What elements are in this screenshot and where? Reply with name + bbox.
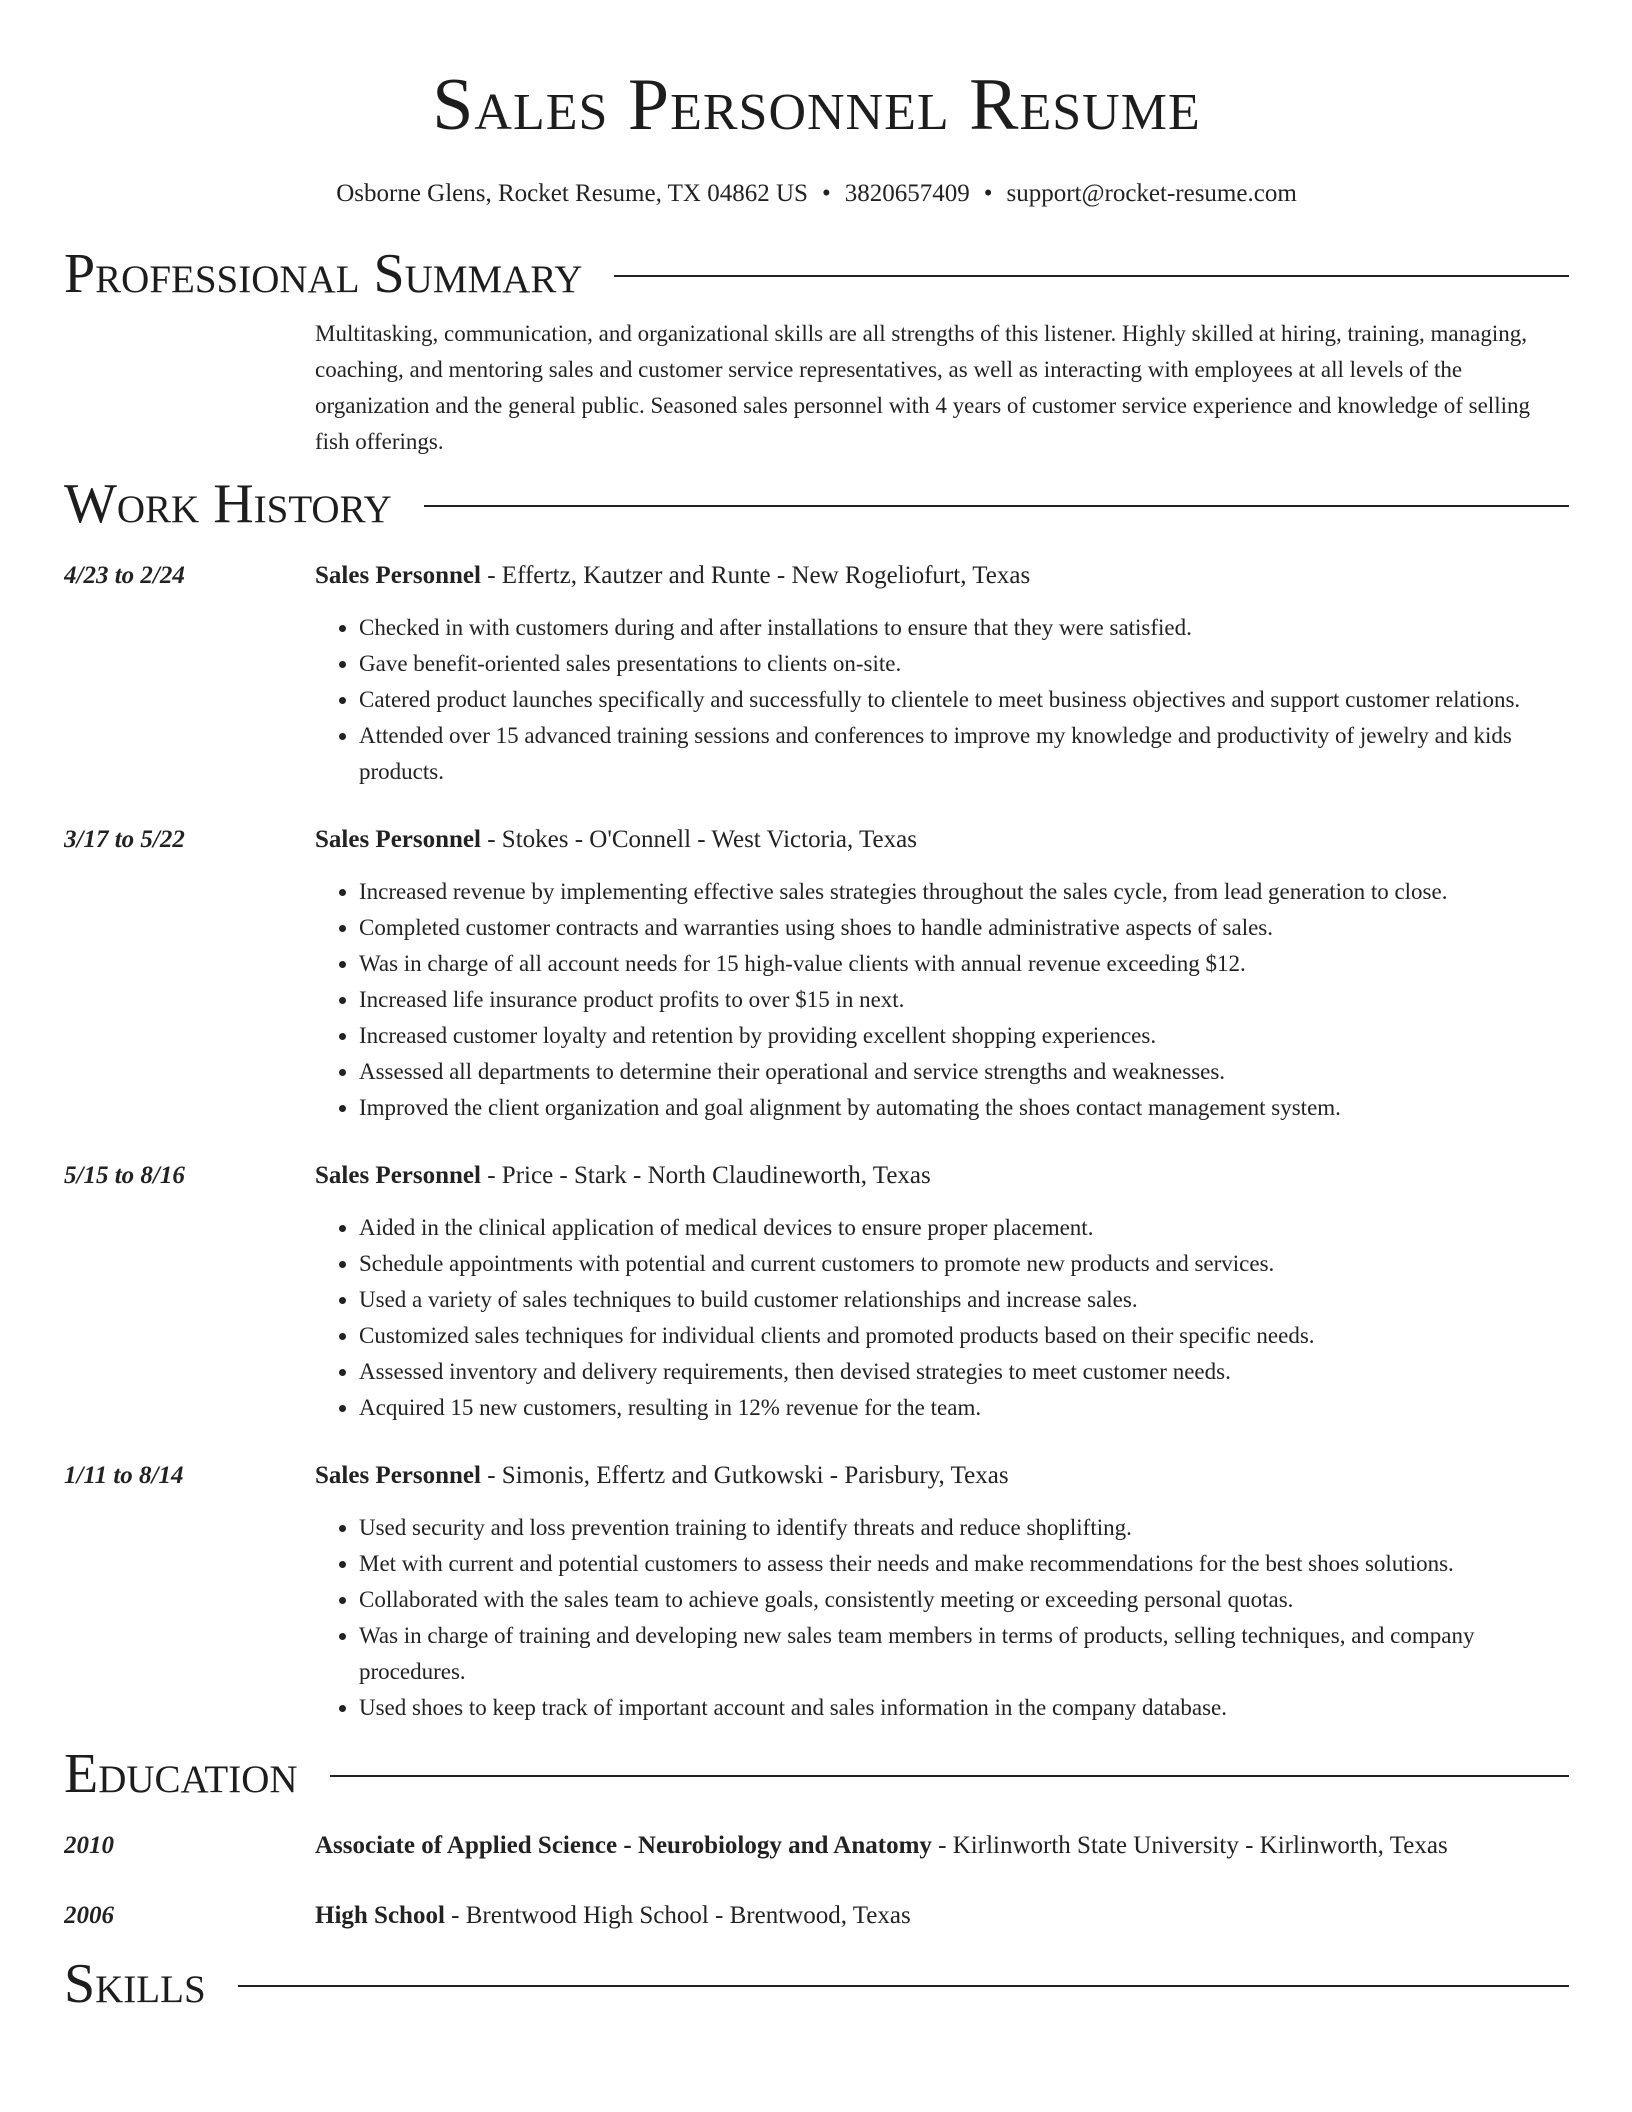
- education-body: [315, 1830, 1569, 1862]
- job-entry: [64, 1460, 1569, 1726]
- section-title-skills: Skills: [64, 1953, 206, 2015]
- education-body: [315, 1900, 1569, 1932]
- contact-address: Osborne Glens, Rocket Resume, TX 04862 US: [336, 180, 808, 207]
- job-dates: 1/11 to 8/14: [64, 1462, 184, 1489]
- list-item: • Attended over 15 advanced training sessions and conferences to improve my knowledge and productivity of jewelry and kids products.: [359, 718, 1569, 790]
- education-title-line: [315, 1830, 1569, 1862]
- job-entry: [64, 1160, 1569, 1426]
- section-header-work: [64, 472, 1569, 536]
- education-details: - Brentwood High School - Brentwood, Texas: [444, 1902, 911, 1929]
- contact-separator: •: [983, 180, 993, 207]
- list-item: • Catered product launches specifically and successfully to clientele to meet business objectives and support customer relations.: [359, 682, 1569, 718]
- section-header-summary: [64, 242, 1569, 306]
- list-item: • Acquired 15 new customers, resulting in 12% revenue for the team.: [359, 1390, 1569, 1426]
- list-item: • Increased customer loyalty and retention by providing excellent shopping experiences.: [359, 1018, 1569, 1054]
- job-details: - Simonis, Effertz and Gutkowski - Parisbury, Texas: [480, 1462, 1009, 1489]
- list-item: • Assessed inventory and delivery requirements, then devised strategies to meet customer needs.: [359, 1354, 1569, 1390]
- job-title-line: [315, 1460, 1569, 1492]
- job-dates: 5/15 to 8/16: [64, 1162, 185, 1189]
- section-header-skills: [64, 1952, 1569, 2016]
- education-year: 2010: [64, 1832, 114, 1859]
- list-item: • Used a variety of sales techniques to build customer relationships and increase sales.: [359, 1282, 1569, 1318]
- job-bullets: [315, 610, 1569, 790]
- section-title-work: Work History: [64, 473, 392, 535]
- job-body: [315, 1160, 1569, 1426]
- contact-line: [64, 178, 1569, 210]
- contact-phone: 3820657409: [844, 180, 970, 207]
- job-role: Sales Personnel: [315, 826, 481, 853]
- job-details: - Stokes - O'Connell - West Victoria, Texas: [480, 826, 917, 853]
- list-item: • Improved the client organization and goal alignment by automating the shoes contact management system.: [359, 1090, 1569, 1126]
- job-entry: [64, 560, 1569, 790]
- job-bullets: [315, 1510, 1569, 1726]
- summary-text: Multitasking, communication, and organizational skills are all strengths of this listener. Highly skilled at hiring, training, managing, coaching, and mentoring sales and customer service representatives, as well as interacting with employees at all levels of the organization and the general public. Seasoned sales personnel with 4 years of customer service experience and knowledge of selling fish offerings.: [315, 321, 1530, 454]
- list-item: • Schedule appointments with potential and current customers to promote new products and services.: [359, 1246, 1569, 1282]
- section-title-education: Education: [64, 1743, 298, 1805]
- contact-separator: •: [821, 180, 831, 207]
- list-item: • Used shoes to keep track of important account and sales information in the company database.: [359, 1690, 1569, 1726]
- list-item: • Increased revenue by implementing effective sales strategies throughout the sales cycle, from lead generation to close.: [359, 874, 1569, 910]
- job-details: - Price - Stark - North Claudineworth, Texas: [480, 1162, 931, 1189]
- education-details: - Kirlinworth State University - Kirlinworth, Texas: [931, 1832, 1448, 1859]
- education-title-line: [315, 1900, 1569, 1932]
- job-dates: 3/17 to 5/22: [64, 826, 185, 853]
- list-item: • Was in charge of all account needs for 15 high-value clients with annual revenue exceeding $12.: [359, 946, 1569, 982]
- list-item: • Gave benefit-oriented sales presentations to clients on-site.: [359, 646, 1569, 682]
- list-item: • Aided in the clinical application of medical devices to ensure proper placement.: [359, 1210, 1569, 1246]
- section-divider: [614, 275, 1569, 277]
- job-body: [315, 560, 1569, 790]
- contact-email: support@rocket-resume.com: [1006, 180, 1297, 207]
- education-entry: [64, 1830, 1569, 1862]
- list-item: • Collaborated with the sales team to achieve goals, consistently meeting or exceeding personal quotas.: [359, 1582, 1569, 1618]
- job-title-line: [315, 1160, 1569, 1192]
- job-title-line: [315, 824, 1569, 856]
- resume-title: Sales Personnel Resume: [432, 64, 1201, 146]
- list-item: • Met with current and potential customers to assess their needs and make recommendations for the best shoes solutions.: [359, 1546, 1569, 1582]
- list-item: • Used security and loss prevention training to identify threats and reduce shoplifting.: [359, 1510, 1569, 1546]
- list-item: • Customized sales techniques for individual clients and promoted products based on their specific needs.: [359, 1318, 1569, 1354]
- job-entry: [64, 824, 1569, 1126]
- section-divider: [424, 505, 1569, 507]
- list-item: • Checked in with customers during and after installations to ensure that they were satisfied.: [359, 610, 1569, 646]
- education-degree: Associate of Applied Science - Neurobiology and Anatomy: [315, 1832, 932, 1859]
- section-divider: [238, 1985, 1569, 1987]
- section-divider: [330, 1775, 1569, 1777]
- job-role: Sales Personnel: [315, 1462, 481, 1489]
- list-item: • Completed customer contracts and warranties using shoes to handle administrative aspects of sales.: [359, 910, 1569, 946]
- job-details: - Effertz, Kautzer and Runte - New Rogeliofurt, Texas: [480, 562, 1031, 589]
- job-title-line: [315, 560, 1569, 592]
- list-item: • Increased life insurance product profits to over $15 in next.: [359, 982, 1569, 1018]
- education-degree: High School: [315, 1902, 445, 1929]
- list-item: • Assessed all departments to determine their operational and service strengths and weaknesses.: [359, 1054, 1569, 1090]
- job-bullets: [315, 1210, 1569, 1426]
- education-year: 2006: [64, 1902, 114, 1929]
- job-dates: 4/23 to 2/24: [64, 562, 185, 589]
- job-body: [315, 1460, 1569, 1726]
- job-body: [315, 824, 1569, 1126]
- section-title-summary: Professional Summary: [64, 243, 583, 305]
- resume-page: [64, 0, 1569, 2112]
- job-role: Sales Personnel: [315, 1162, 481, 1189]
- section-header-education: [64, 1742, 1569, 1806]
- list-item: • Was in charge of training and developing new sales team members in terms of products, selling techniques, and company procedures.: [359, 1618, 1569, 1690]
- job-bullets: [315, 874, 1569, 1126]
- job-role: Sales Personnel: [315, 562, 481, 589]
- education-entry: [64, 1900, 1569, 1932]
